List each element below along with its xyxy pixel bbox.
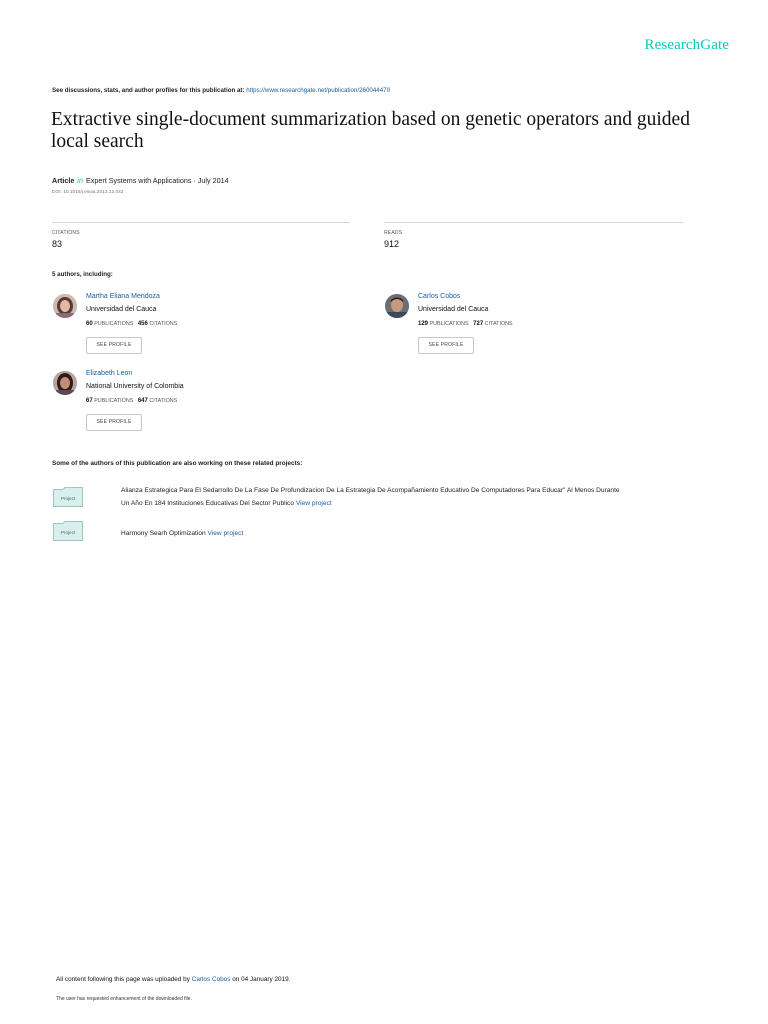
discussion-notice xyxy=(52,87,390,94)
avatar[interactable] xyxy=(385,294,409,318)
citations-count: 83 xyxy=(52,239,63,249)
in-word: in xyxy=(77,176,83,185)
author-photo-icon xyxy=(53,371,77,395)
author-citations-label: CITATIONS xyxy=(149,321,178,327)
avatar[interactable] xyxy=(53,294,77,318)
project-title-line1: Harmony Searh Optimization xyxy=(121,530,206,537)
avatar[interactable] xyxy=(53,371,77,395)
article-type: Article xyxy=(52,176,75,185)
reads-count: 912 xyxy=(384,239,400,249)
uploader-link[interactable]: Carlos Cobos xyxy=(191,976,231,983)
view-project-link[interactable]: View project xyxy=(207,530,244,537)
authors-heading: 5 authors, including: xyxy=(52,271,113,278)
view-project-link[interactable]: View project xyxy=(295,500,332,507)
author-photo-icon xyxy=(53,294,77,318)
publication-meta xyxy=(52,176,229,185)
author-stats xyxy=(86,398,177,404)
author-photo-icon xyxy=(385,294,409,318)
author-institution: Universidad del Cauca xyxy=(86,306,157,313)
citations-label: CITATIONS xyxy=(52,230,80,236)
discussion-text: See discussions, stats, and author profiles for this publication at: xyxy=(52,87,245,94)
author-stats xyxy=(418,321,513,327)
author-institution: National University of Colombia xyxy=(86,383,184,390)
project-title-line2: Un Año En 184 Instituciones Educativas Del Sector Publico xyxy=(121,500,295,507)
publication-url-link[interactable]: https://www.researchgate.net/publication/260044470 xyxy=(246,87,391,94)
author-citations-label: CITATIONS xyxy=(149,398,178,404)
author-citations-count: 456 xyxy=(137,321,148,327)
project-description xyxy=(121,484,721,510)
author-citations-count: 647 xyxy=(137,398,148,404)
author-name-link[interactable]: Martha Eliana Mendoza xyxy=(86,293,160,300)
author-stats xyxy=(86,321,177,327)
project-folder-icon[interactable] xyxy=(53,521,83,538)
publications-label: PUBLICATIONS xyxy=(429,321,469,327)
upload-notice xyxy=(56,976,291,983)
project-folder-shape xyxy=(53,487,83,507)
reads-divider xyxy=(384,222,683,223)
enhancement-note: The user has requested enhancement of the downloaded file. xyxy=(56,996,192,1002)
project-icon-label: Project xyxy=(60,530,76,535)
see-profile-button[interactable]: SEE PROFILE xyxy=(86,414,142,431)
author-name-link[interactable]: Carlos Cobos xyxy=(418,293,461,300)
researchgate-logo[interactable]: ResearchGate xyxy=(644,37,729,53)
upload-prefix: All content following this page was uploaded by xyxy=(56,976,190,983)
paper-title: Extractive single-document summarization based on genetic operators and guided local search xyxy=(51,109,690,152)
doi: DOI: 10.1016/j.eswa.2013.12.042 xyxy=(52,190,124,195)
publications-count: 67 xyxy=(86,398,93,404)
publications-count: 129 xyxy=(418,321,429,327)
author-citations-count: 727 xyxy=(473,321,484,327)
upload-suffix: on 04 January 2019. xyxy=(232,976,291,983)
project-description xyxy=(121,527,721,540)
project-icon-label: Project xyxy=(60,496,76,501)
author-institution: Universidad del Cauca xyxy=(418,306,489,313)
citations-divider xyxy=(52,222,350,223)
related-projects-heading: Some of the authors of this publication are also working on these related projects: xyxy=(52,460,303,467)
publications-label: PUBLICATIONS xyxy=(94,398,134,404)
publications-label: PUBLICATIONS xyxy=(94,321,134,327)
journal-link[interactable]: Expert Systems with Applications · July 2014 xyxy=(85,176,229,185)
publications-count: 60 xyxy=(86,321,93,327)
see-profile-button[interactable]: SEE PROFILE xyxy=(418,337,474,354)
project-folder-icon[interactable] xyxy=(53,487,83,504)
see-profile-button[interactable]: SEE PROFILE xyxy=(86,337,142,354)
reads-label: READS xyxy=(384,230,403,236)
author-citations-label: CITATIONS xyxy=(484,321,513,327)
project-folder-shape xyxy=(53,521,83,541)
author-name-link[interactable]: Elizabeth Leon xyxy=(86,370,133,377)
project-title-line1: Alianza Estrategica Para El Sedarrollo De La Fase De Profundizacion De La Estrategia De Acompañamiento Educativo De Computadores Para Educar" Al Menos Durante xyxy=(121,487,620,494)
